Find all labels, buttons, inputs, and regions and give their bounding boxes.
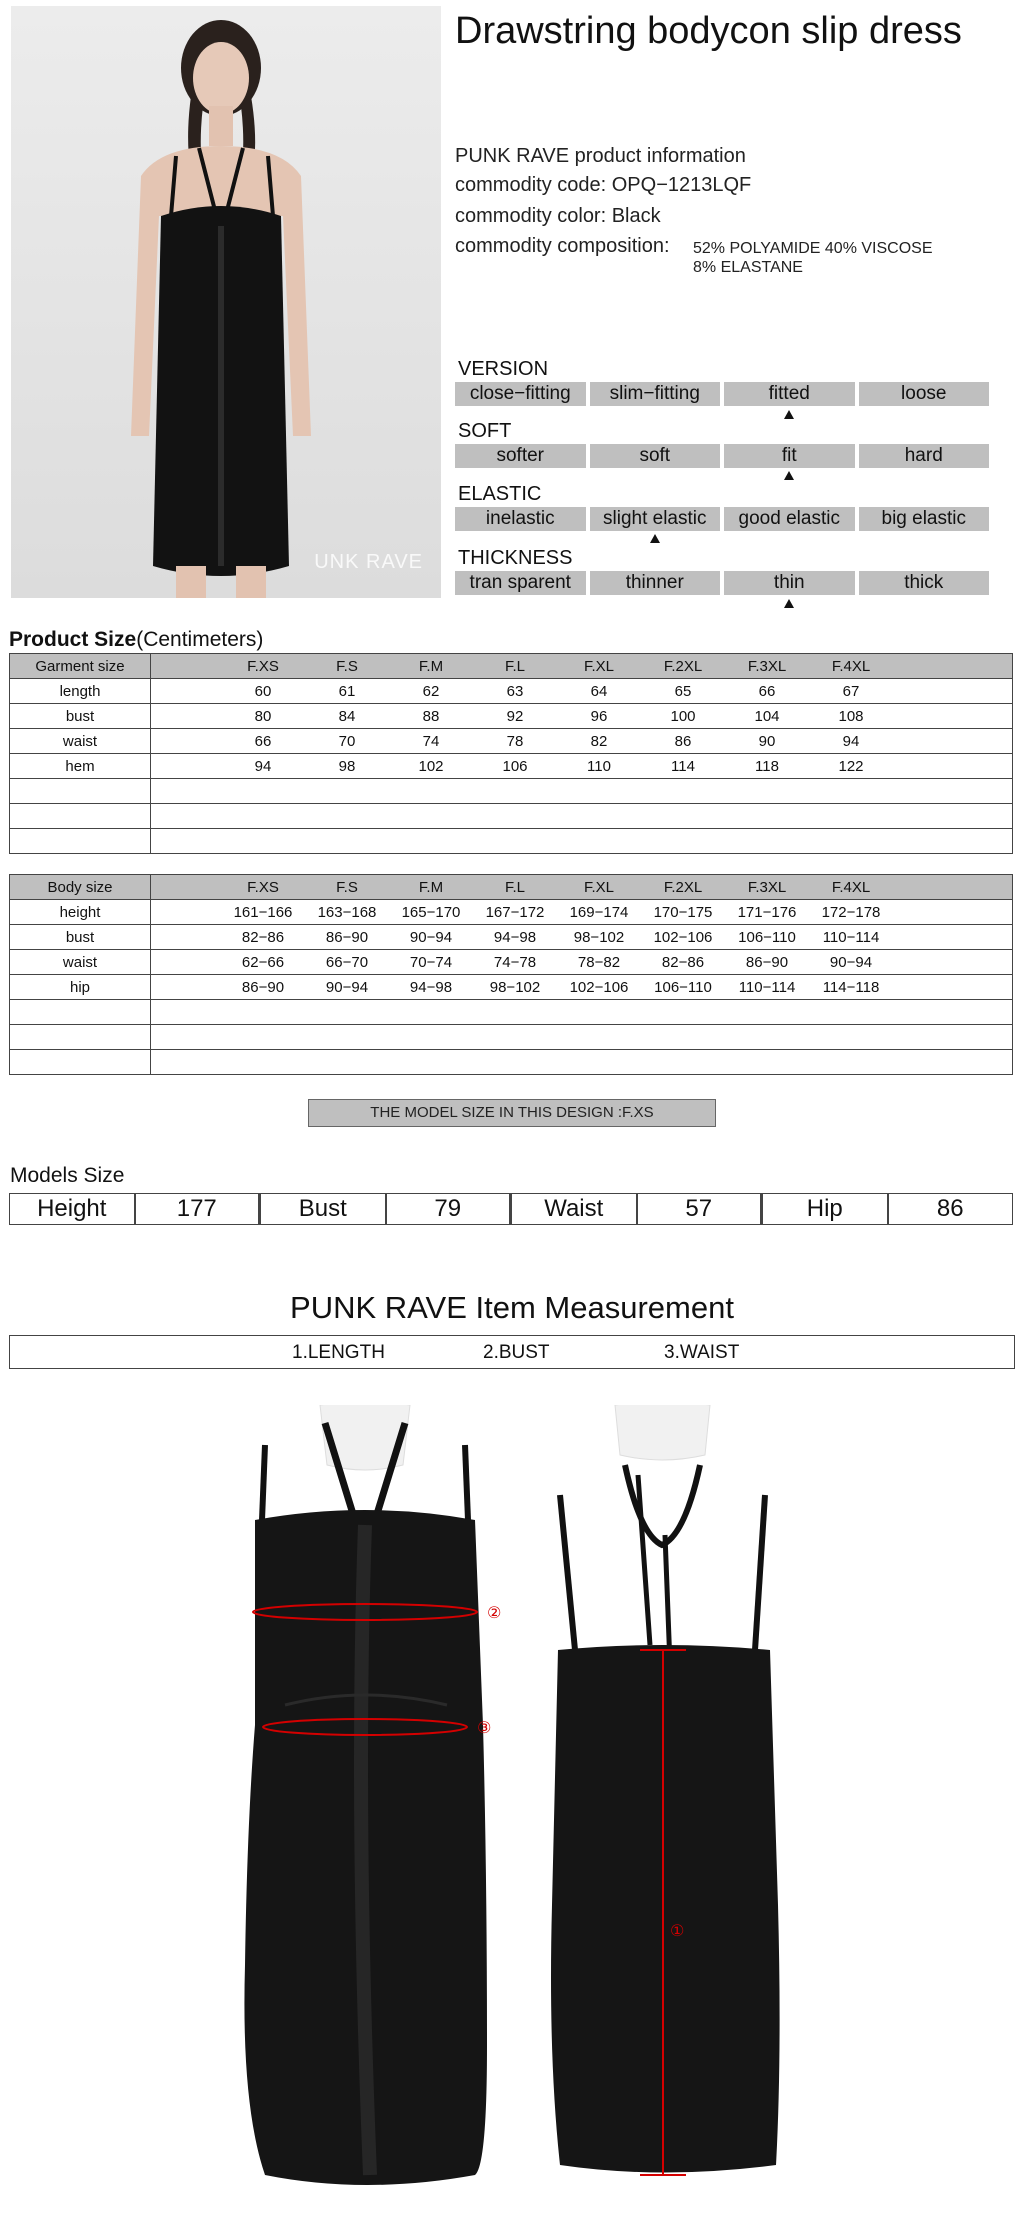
composition-value xyxy=(693,239,933,277)
marker-length: ① xyxy=(670,1921,685,1940)
size-value-cell: 114−118 xyxy=(822,978,880,996)
size-value-cell: 82 xyxy=(590,732,608,750)
row-values xyxy=(151,708,1012,725)
model-hip-value: 86 xyxy=(888,1193,1014,1225)
attr-thickness-scale xyxy=(455,571,989,595)
size-value-cell: 98−102 xyxy=(489,978,541,996)
code-label: commodity code: xyxy=(455,174,607,196)
product-size-title-bold: Product Size xyxy=(9,628,137,651)
product-title: Drawstring bodycon slip dress xyxy=(455,10,962,52)
attr-option: loose xyxy=(859,382,990,406)
row-label: hem xyxy=(10,754,151,779)
table-row xyxy=(10,900,1013,925)
models-size-title: Models Size xyxy=(10,1164,125,1187)
model-height-label: Height xyxy=(9,1193,135,1225)
size-value-cell: 82−86 xyxy=(661,953,705,971)
attr-version-label: VERSION xyxy=(458,358,549,380)
size-value-cell: 108 xyxy=(838,707,864,725)
size-value-cell: 114 xyxy=(671,757,695,775)
size-value-cell: 102−106 xyxy=(653,928,713,946)
garment-size-header: Garment size xyxy=(10,654,151,679)
product-size-title xyxy=(9,628,263,652)
product-size-unit: (Centimeters) xyxy=(136,628,264,651)
row-values xyxy=(151,954,1012,971)
model-waist-label: Waist xyxy=(511,1193,637,1225)
dress-back-image xyxy=(540,1405,785,2205)
size-value-cell: 110−114 xyxy=(822,928,880,946)
attr-option: thinner xyxy=(590,571,721,595)
size-value-cell: 84 xyxy=(338,707,356,725)
size-value-cell: 82−86 xyxy=(241,928,285,946)
attr-version-scale xyxy=(455,382,989,406)
size-value-cell: 90−94 xyxy=(409,928,453,946)
size-header-cells xyxy=(151,658,1012,675)
size-value-cell: 62−66 xyxy=(241,953,285,971)
body-size-table xyxy=(9,874,1013,1075)
table-row xyxy=(10,950,1013,975)
model-height-value: 177 xyxy=(135,1193,261,1225)
size-value-cell: 80 xyxy=(254,707,272,725)
table-row xyxy=(10,925,1013,950)
row-label: bust xyxy=(10,704,151,729)
size-value-cell: 161−166 xyxy=(233,903,293,921)
size-value-cell: 110−114 xyxy=(738,978,796,996)
size-value-cell: 98 xyxy=(338,757,356,775)
attr-soft-scale xyxy=(455,444,989,468)
size-value-cell: 94 xyxy=(254,757,272,775)
attr-elastic-label: ELASTIC xyxy=(458,483,542,505)
attr-version-marker-icon xyxy=(784,410,794,419)
model-bust-label: Bust xyxy=(260,1193,386,1225)
size-header-cell: F.XL xyxy=(583,657,614,675)
size-value-cell: 86 xyxy=(674,732,692,750)
composition-label: commodity composition: xyxy=(455,235,670,257)
table-header-row xyxy=(10,654,1013,679)
measure-waist: 3.WAIST xyxy=(664,1342,740,1363)
attr-option: good elastic xyxy=(724,507,855,531)
attr-option: fit xyxy=(724,444,855,468)
table-row xyxy=(10,754,1013,779)
table-row xyxy=(10,679,1013,704)
row-values xyxy=(151,904,1012,921)
garment-size-table xyxy=(9,653,1013,854)
measure-bust: 2.BUST xyxy=(483,1342,550,1363)
size-value-cell: 86−90 xyxy=(745,953,789,971)
color-label: commodity color: xyxy=(455,205,607,227)
size-value-cell: 102−106 xyxy=(569,978,629,996)
attr-option: inelastic xyxy=(455,507,586,531)
size-value-cell: 66 xyxy=(254,732,272,750)
attr-option: softer xyxy=(455,444,586,468)
code-value: OPQ−1213LQF xyxy=(611,174,752,196)
size-header-cell: F.3XL xyxy=(747,657,787,675)
size-header-cell: F.L xyxy=(504,657,525,675)
size-value-cell: 86−90 xyxy=(241,978,285,996)
body-size-header: Body size xyxy=(10,875,151,900)
model-waist-value: 57 xyxy=(637,1193,763,1225)
size-header-cells xyxy=(151,879,1012,896)
size-header-cell: F.3XL xyxy=(747,878,787,896)
model-hip-label: Hip xyxy=(762,1193,888,1225)
size-value-cell: 104 xyxy=(754,707,780,725)
product-photo xyxy=(11,6,441,598)
row-values xyxy=(151,758,1012,775)
size-value-cell: 88 xyxy=(422,707,440,725)
size-value-cell: 90−94 xyxy=(325,978,369,996)
attr-thickness-marker-icon xyxy=(784,599,794,608)
size-header-cell: F.4XL xyxy=(831,657,871,675)
empty-row xyxy=(10,1000,1013,1025)
size-header-cell: F.S xyxy=(336,878,358,896)
size-value-cell: 67 xyxy=(842,682,860,700)
marker-waist: ③ xyxy=(477,1718,492,1737)
size-value-cell: 78 xyxy=(506,732,524,750)
size-header-cell: F.M xyxy=(418,657,444,675)
size-value-cell: 74 xyxy=(422,732,440,750)
size-value-cell: 165−170 xyxy=(401,903,461,921)
size-value-cell: 102 xyxy=(418,757,444,775)
size-value-cell: 90−94 xyxy=(829,953,873,971)
dress-front-image xyxy=(225,1405,505,2205)
row-label: hip xyxy=(10,975,151,1000)
size-value-cell: 70 xyxy=(338,732,356,750)
row-values xyxy=(151,929,1012,946)
empty-row xyxy=(10,1050,1013,1075)
size-value-cell: 163−168 xyxy=(317,903,377,921)
size-value-cell: 106−110 xyxy=(738,928,796,946)
row-values xyxy=(151,733,1012,750)
model-figure-image xyxy=(11,6,441,598)
size-value-cell: 122 xyxy=(838,757,864,775)
size-value-cell: 172−178 xyxy=(821,903,881,921)
size-value-cell: 78−82 xyxy=(577,953,621,971)
size-header-cell: F.2XL xyxy=(663,878,703,896)
size-value-cell: 170−175 xyxy=(653,903,713,921)
composition-line-1: 52% POLYAMIDE 40% VISCOSE xyxy=(693,240,933,257)
size-value-cell: 65 xyxy=(674,682,692,700)
composition-line-2: 8% ELASTANE xyxy=(693,259,803,276)
attr-soft-label: SOFT xyxy=(458,420,512,442)
size-header-cell: F.M xyxy=(418,878,444,896)
size-value-cell: 66 xyxy=(758,682,776,700)
photo-watermark: UNK RAVE xyxy=(314,551,423,573)
attr-option: thin xyxy=(724,571,855,595)
size-value-cell: 61 xyxy=(338,682,356,700)
color-value: Black xyxy=(611,205,661,227)
size-value-cell: 64 xyxy=(590,682,608,700)
size-value-cell: 169−174 xyxy=(569,903,629,921)
size-value-cell: 118 xyxy=(755,757,779,775)
size-value-cell: 106 xyxy=(502,757,528,775)
size-value-cell: 106−110 xyxy=(654,978,712,996)
attr-thickness-label: THICKNESS xyxy=(458,547,573,569)
model-size-design-note: THE MODEL SIZE IN THIS DESIGN :F.XS xyxy=(308,1099,716,1127)
measurement-legend xyxy=(9,1335,1015,1369)
attr-option: fitted xyxy=(724,382,855,406)
attr-option: close−fitting xyxy=(455,382,586,406)
table-row xyxy=(10,729,1013,754)
row-values xyxy=(151,683,1012,700)
row-values xyxy=(151,979,1012,996)
attr-soft-marker-icon xyxy=(784,471,794,480)
empty-row xyxy=(10,829,1013,854)
size-value-cell: 66−70 xyxy=(325,953,369,971)
marker-bust: ② xyxy=(487,1603,502,1622)
size-value-cell: 94−98 xyxy=(409,978,453,996)
size-value-cell: 100 xyxy=(670,707,696,725)
size-value-cell: 92 xyxy=(506,707,524,725)
attr-elastic-marker-icon xyxy=(650,534,660,543)
row-label: waist xyxy=(10,950,151,975)
table-header-row xyxy=(10,875,1013,900)
table-row xyxy=(10,975,1013,1000)
row-label: waist xyxy=(10,729,151,754)
size-value-cell: 171−176 xyxy=(737,903,797,921)
size-value-cell: 60 xyxy=(254,682,272,700)
attr-option: soft xyxy=(590,444,721,468)
empty-row xyxy=(10,779,1013,804)
attr-elastic-scale xyxy=(455,507,989,531)
attr-option: big elastic xyxy=(859,507,990,531)
row-label: bust xyxy=(10,925,151,950)
size-value-cell: 63 xyxy=(506,682,524,700)
size-header-cell: F.XL xyxy=(583,878,614,896)
attr-option: slight elastic xyxy=(590,507,721,531)
size-header-cell: F.S xyxy=(336,657,358,675)
models-size-row xyxy=(9,1193,1013,1225)
size-value-cell: 96 xyxy=(590,707,608,725)
measure-length: 1.LENGTH xyxy=(292,1342,385,1363)
row-label: length xyxy=(10,679,151,704)
commodity-color xyxy=(455,205,661,228)
size-value-cell: 98−102 xyxy=(573,928,625,946)
size-value-cell: 110 xyxy=(587,757,611,775)
size-header-cell: F.XS xyxy=(247,657,279,675)
commodity-code xyxy=(455,174,751,197)
model-bust-value: 79 xyxy=(386,1193,512,1225)
attr-option: tran sparent xyxy=(455,571,586,595)
table-row xyxy=(10,704,1013,729)
size-header-cell: F.4XL xyxy=(831,878,871,896)
attr-option: slim−fitting xyxy=(590,382,721,406)
size-value-cell: 94 xyxy=(842,732,860,750)
size-value-cell: 74−78 xyxy=(493,953,537,971)
size-value-cell: 94−98 xyxy=(493,928,537,946)
size-value-cell: 70−74 xyxy=(409,953,453,971)
attr-option: hard xyxy=(859,444,990,468)
size-value-cell: 62 xyxy=(422,682,440,700)
size-value-cell: 167−172 xyxy=(485,903,545,921)
size-header-cell: F.XS xyxy=(247,878,279,896)
size-value-cell: 90 xyxy=(758,732,776,750)
models-size-table xyxy=(9,1193,1013,1225)
attr-option: thick xyxy=(859,571,990,595)
empty-row xyxy=(10,1025,1013,1050)
size-header-cell: F.L xyxy=(504,878,525,896)
empty-row xyxy=(10,804,1013,829)
info-header: PUNK RAVE product information xyxy=(455,145,746,167)
size-header-cell: F.2XL xyxy=(663,657,703,675)
row-label: height xyxy=(10,900,151,925)
measurement-title: PUNK RAVE Item Measurement xyxy=(290,1290,734,1325)
size-value-cell: 86−90 xyxy=(325,928,369,946)
